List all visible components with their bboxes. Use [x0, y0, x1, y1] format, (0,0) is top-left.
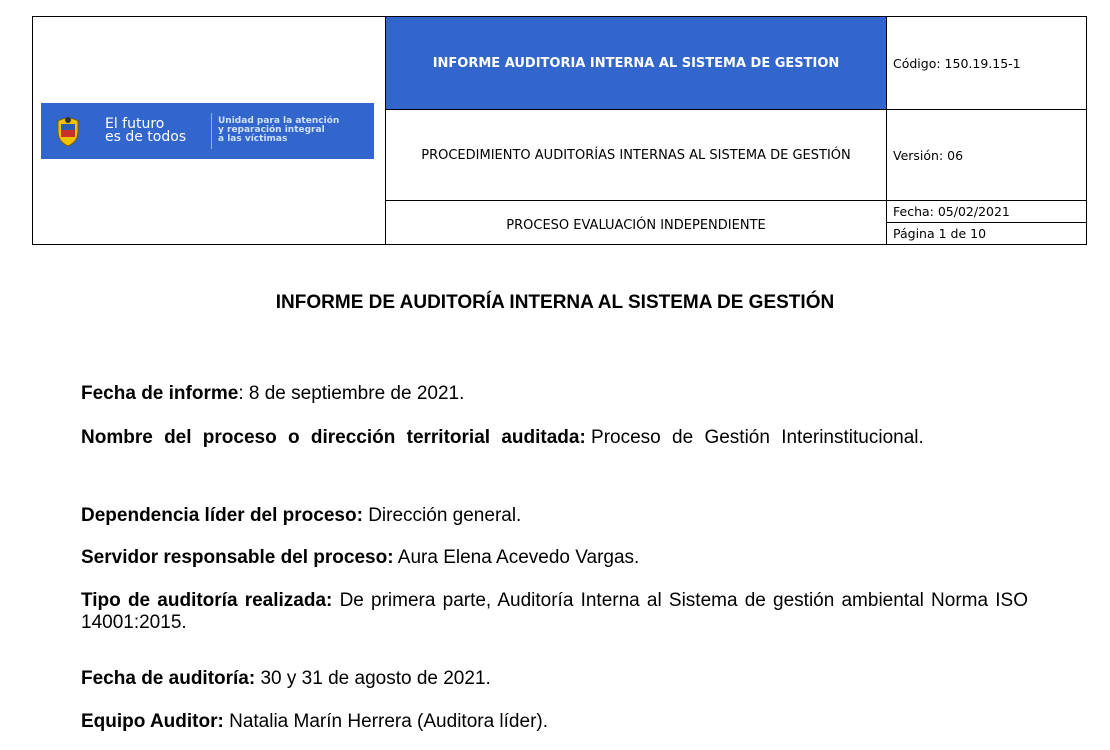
field-label: Dependencia líder del proceso:: [81, 505, 363, 526]
field-value: 30 y 31 de agosto de 2021.: [260, 668, 491, 689]
logo-main-line: es de todos: [105, 128, 187, 145]
logo-sub-text: [218, 117, 339, 144]
responsible-officer-field: [81, 547, 1028, 569]
logo-main-text: [105, 115, 205, 145]
field-value: Aura Elena Acevedo Vargas.: [397, 547, 640, 568]
report-date-field: [81, 383, 1028, 405]
header-version: Versión: 06: [887, 110, 1087, 201]
field-label: Nombre del proceso o dirección territorial auditada:: [81, 427, 586, 448]
document-header-table: [32, 16, 1087, 245]
field-label: Tipo de auditoría realizada:: [81, 590, 333, 611]
audit-type-field: [81, 590, 1028, 634]
lead-department-field: [81, 505, 1028, 527]
header-page: Página 1 de 10: [887, 223, 1087, 245]
logo-cell: [33, 17, 386, 245]
field-value: Proceso de Gestión Interinstitucional.: [591, 427, 924, 448]
logo-sub-line: a las víctimas: [218, 134, 288, 144]
logo-main-line: El futuro: [105, 115, 165, 132]
logo-divider: [211, 113, 212, 149]
audit-date-field: [81, 668, 1028, 690]
field-label: Equipo Auditor:: [81, 711, 224, 732]
field-separator: [332, 590, 339, 611]
field-separator: :: [238, 383, 249, 404]
field-value: Natalia Marín Herrera (Auditora líder).: [229, 711, 548, 732]
header-code: Código: 150.19.15-1: [887, 17, 1087, 110]
field-label: Fecha de informe: [81, 383, 239, 404]
header-title: INFORME AUDITORIA INTERNA AL SISTEMA DE GESTION: [386, 17, 887, 110]
logo-sub-line: y reparación integral: [218, 125, 325, 135]
field-value: Dirección general.: [368, 505, 522, 526]
header-procedure: PROCEDIMIENTO AUDITORÍAS INTERNAS AL SISTEMA DE GESTIÓN: [386, 110, 887, 201]
header-date: Fecha: 05/02/2021: [887, 201, 1087, 223]
audit-team-field: [81, 711, 1028, 733]
header-process: PROCESO EVALUACIÓN INDEPENDIENTE: [386, 201, 887, 245]
logo-sub-line: Unidad para la atención: [218, 116, 340, 126]
field-value: 8 de septiembre de 2021.: [248, 383, 465, 404]
institution-logo: [41, 103, 374, 159]
process-name-field: [81, 427, 1028, 449]
field-value: De primera parte, Auditoría Interna al Sistema de gestión ambiental Norma ISO 14001:2015.: [81, 590, 1028, 633]
coat-of-arms-icon: [53, 114, 83, 148]
field-label: Servidor responsable del proceso:: [81, 547, 394, 568]
field-label: Fecha de auditoría:: [81, 668, 256, 689]
document-title: INFORME DE AUDITORÍA INTERNA AL SISTEMA DE GESTIÓN: [275, 292, 835, 313]
